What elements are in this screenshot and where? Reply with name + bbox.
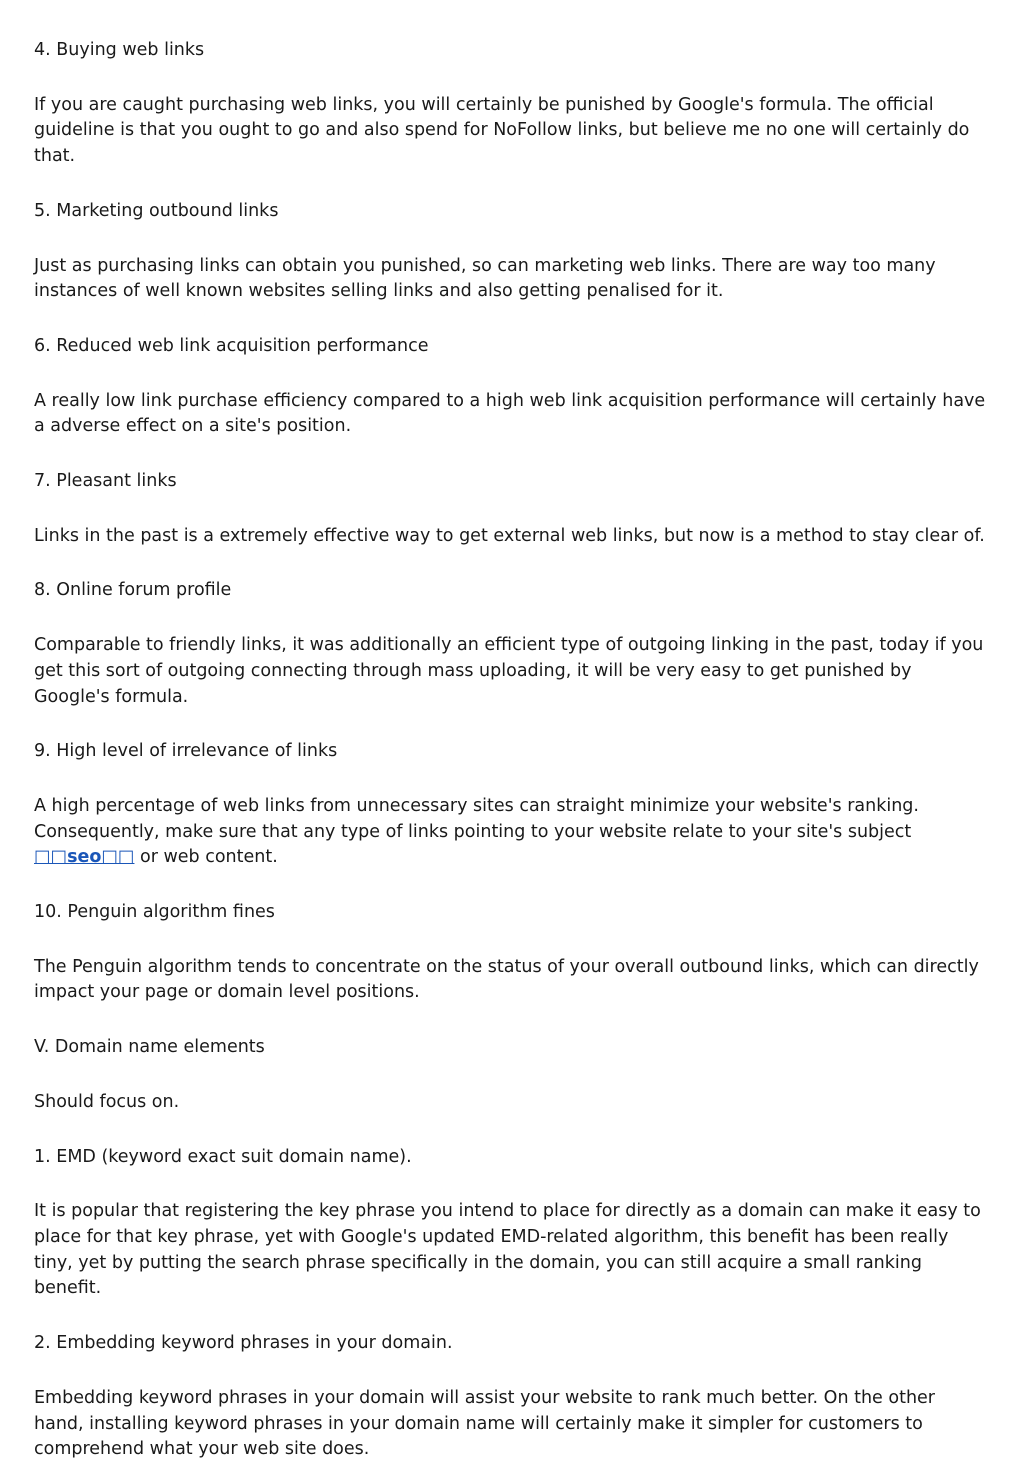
heading-link-acquisition-performance: 6. Reduced web link acquisition performance — [34, 335, 429, 356]
paragraph-pleasant-links: Links in the past is a extremely effective way to get external web links, but now is a method to stay clear of. — [34, 525, 985, 546]
paragraph-embedding-keywords: Embedding keyword phrases in your domain will assist your website to rank much better. On the other hand, installing keyword phrases in your domain name will certainly make it simpler for customers to comprehend what your web site does. — [34, 1387, 936, 1460]
paragraph-marketing-outbound-links: Just as purchasing links can obtain you punished, so can marketing web links. There are way too many instances of well known websites selling links and also getting penalised for it. — [34, 255, 936, 302]
paragraph-link-acquisition-performance: A really low link purchase efficiency compared to a high web link acquisition performance will certainly have a adverse effect on a site's position. — [34, 390, 986, 437]
paragraph-emd: It is popular that registering the key phrase you intend to place for directly as a domain can make it easy to place for that key phrase, yet with Google's updated EMD-related algorithm, this benefit has been really tiny, yet by putting the search phrase specifically in the domain, you can still acquire a small ranking benefit. — [34, 1201, 981, 1299]
paragraph-irrelevance-of-links — [34, 794, 990, 871]
paragraph-online-forum-profile: Comparable to friendly links, it was additionally an efficient type of outgoing linking in the past, today if you get this sort of outgoing connecting through mass uploading, it will be very easy to get punished by Google's formula. — [34, 635, 984, 707]
paragraph-penguin-algorithm: The Penguin algorithm tends to concentrate on the status of your overall outbound links, which can directly impact your page or domain level positions. — [34, 956, 979, 1003]
heading-online-forum-profile: 8. Online forum profile — [34, 580, 232, 601]
paragraph-buying-web-links: If you are caught purchasing web links, you will certainly be punished by Google's formula. The official guideline is that you ought to go and also spend for NoFollow links, but believe me no one will certainly do that. — [34, 94, 970, 167]
heading-pleasant-links: 7. Pleasant links — [34, 471, 177, 492]
paragraph-irrelevance-text: A high percentage of web links from unnecessary sites can straight minimize your website's ranking. Consequently, make sure that any type of links pointing to your website relate to your site's subject — [34, 795, 919, 842]
heading-buying-web-links: 4. Buying web links — [34, 40, 205, 60]
heading-irrelevance-of-links: 9. High level of irrelevance of links — [34, 741, 338, 762]
heading-penguin-algorithm: 10. Penguin algorithm fines — [34, 902, 275, 923]
seo-link[interactable]: □□seo□□ — [34, 847, 135, 868]
paragraph-irrelevance-tail: or web content. — [134, 847, 278, 868]
heading-emd: 1. EMD (keyword exact suit domain name). — [34, 1146, 412, 1167]
heading-embedding-keywords: 2. Embedding keyword phrases in your domain. — [34, 1333, 453, 1354]
section-heading-domain-elements: V. Domain name elements — [34, 1037, 265, 1058]
heading-marketing-outbound-links: 5. Marketing outbound links — [34, 200, 279, 221]
paragraph-should-focus: Should focus on. — [34, 1091, 180, 1112]
